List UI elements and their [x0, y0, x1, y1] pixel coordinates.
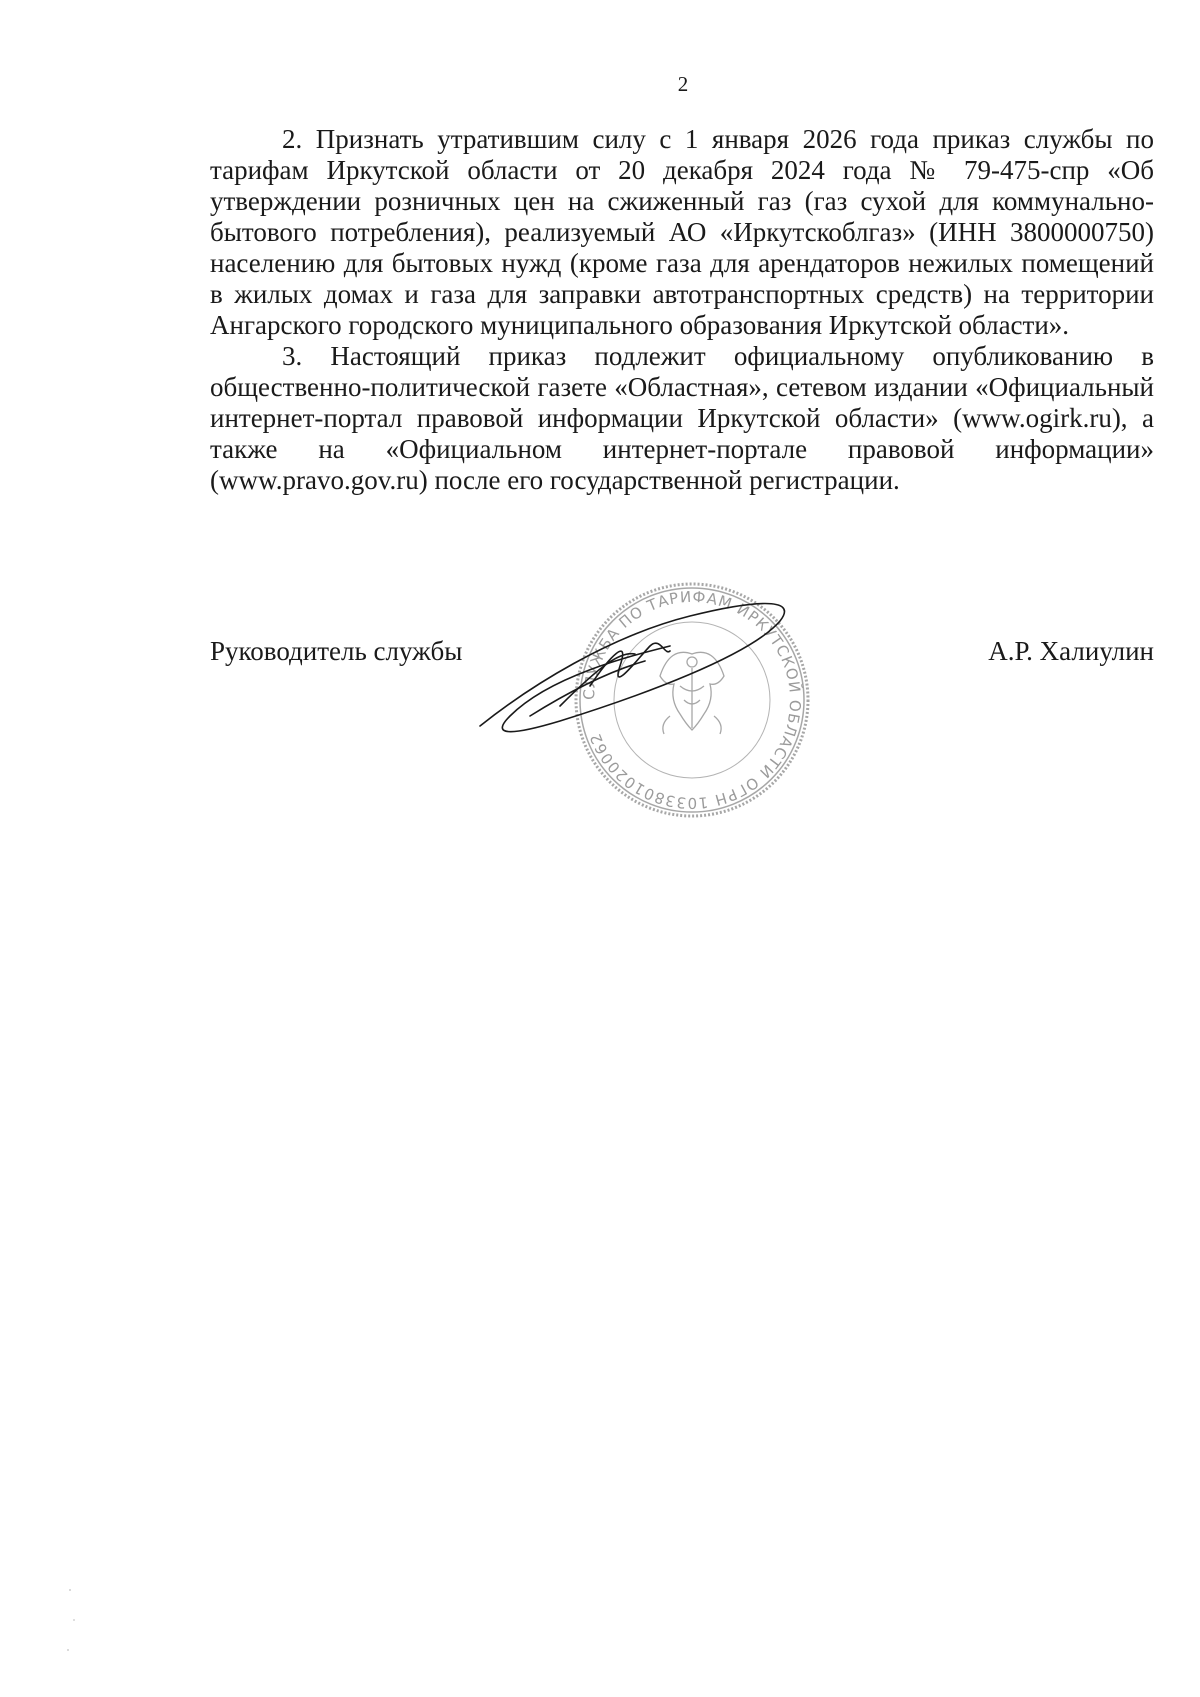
paragraph-3: 3. Настоящий приказ подлежит официальному опубликованию в общественно-политической газете «Областная», сетевом издании «Официальный интернет-портал правовой информации Иркутской области» (www.ogirk.ru), а также на «Официальном интернет-портале правовой информации» (www.pravo.gov.ru) после его государственной регистрации.	[210, 341, 1154, 495]
paragraph-2: 2. Признать утратившим силу с 1 января 2026 года приказ службы по тарифам Иркутской области от 20 декабря 2024 года № 79-475-спр «Об утверждении розничных цен на сжиженный газ (газ сухой для коммунально-бытового потребления), реализуемый АО «Иркутскоблгаз» (ИНН 3800000750) населению для бытовых нужд (кроме газа для арендаторов нежилых помещений в жилых домах и газа для заправки автотранспортных средств) на территории Ангарского городского муниципального образования Иркутской области».	[210, 124, 1154, 340]
signatory-name: А.Р. Халиулин	[988, 636, 1154, 666]
official-seal-and-signature	[470, 576, 830, 826]
svg-text:СЛУЖБА ПО ТАРИФАМ ИРКУТСКОЙ ОБ: СЛУЖБА ПО ТАРИФАМ ИРКУТСКОЙ ОБЛАСТИ ОГРН 1033801020062	[579, 587, 805, 813]
document-body	[210, 124, 1154, 496]
signatory-position: Руководитель службы	[210, 636, 463, 666]
seal-stamp	[576, 584, 808, 816]
page-number: 2	[677, 72, 689, 96]
coat-of-arms-icon	[660, 652, 724, 734]
scan-artifact-dots	[60, 1580, 120, 1670]
